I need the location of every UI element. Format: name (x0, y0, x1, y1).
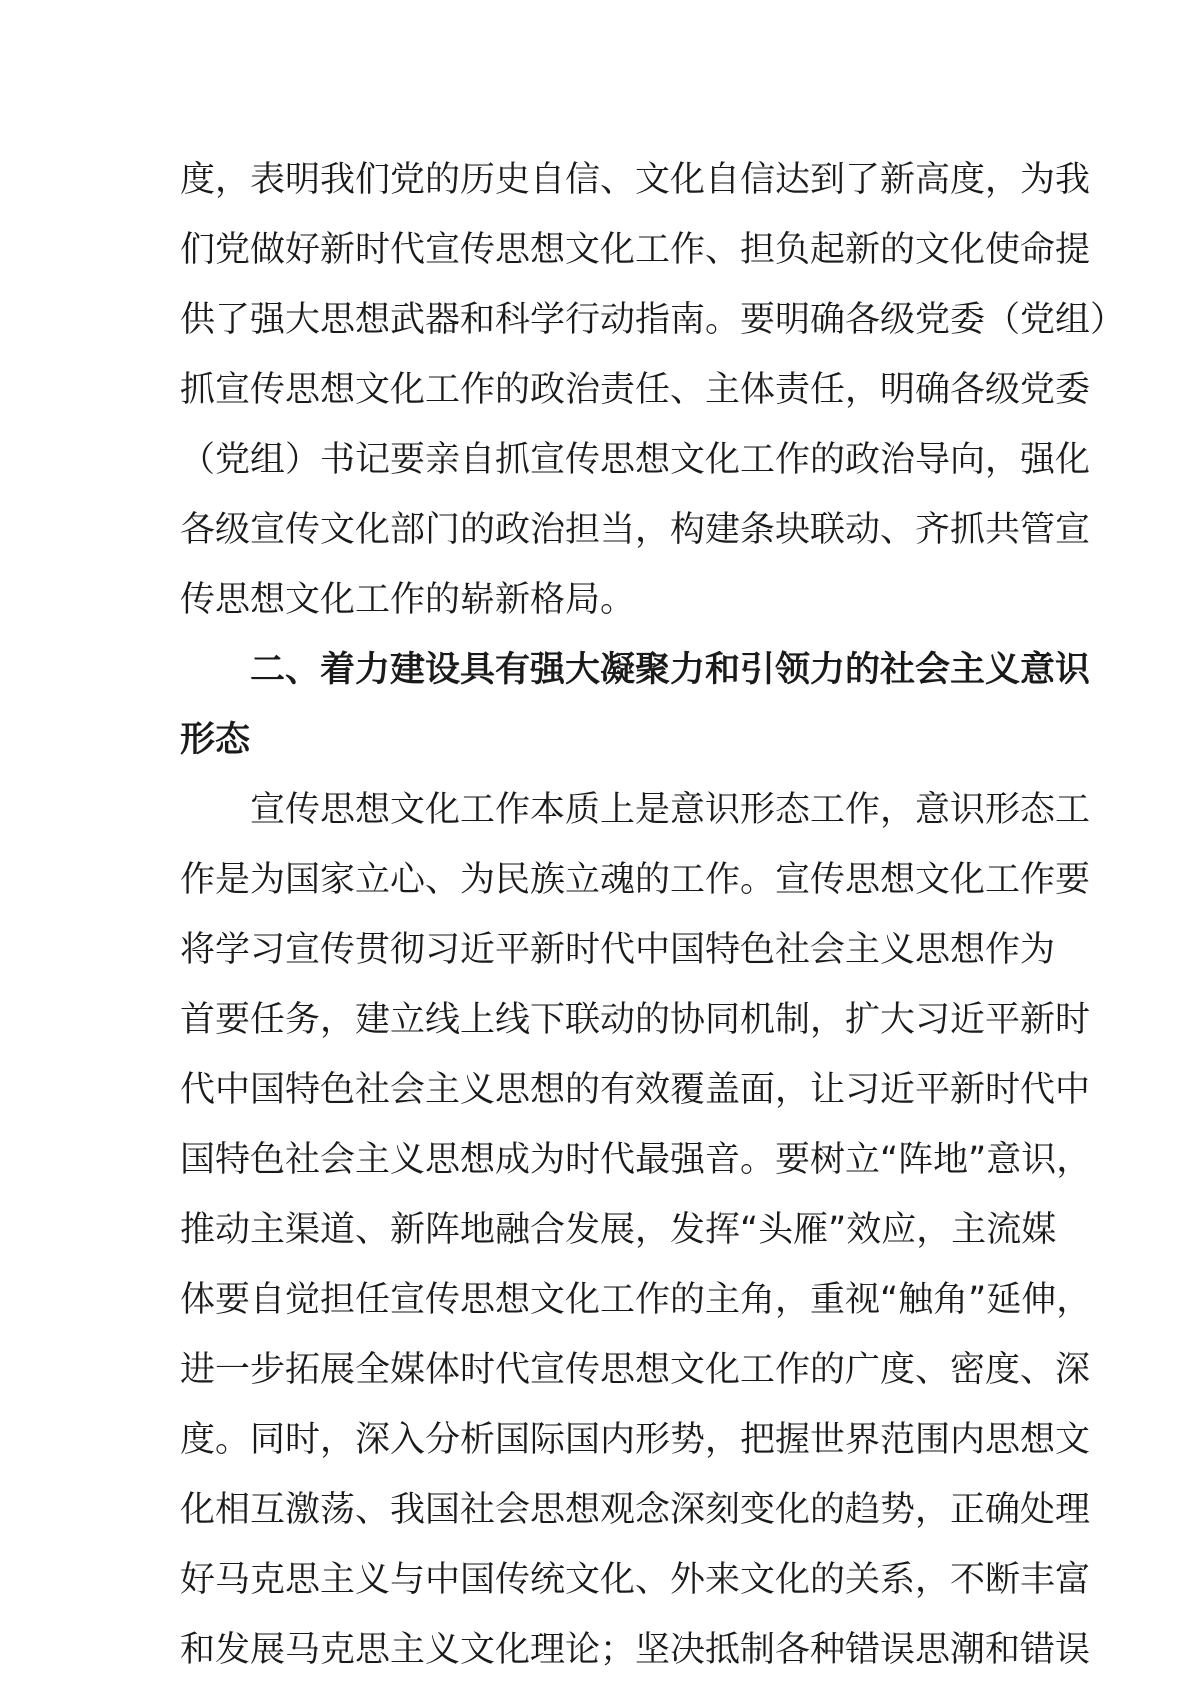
body-paragraph (180, 145, 1126, 635)
paragraph-line: 度，表明我们党的历史自信、文化自信达到了新高度，为我 (180, 160, 1091, 200)
paragraph-line: 进一步拓展全媒体时代宣传思想文化工作的广度、密度、深 (180, 1350, 1091, 1390)
paragraph-line: 传思想文化工作的崭新格局。 (180, 580, 636, 620)
paragraph-line: 度。同时，深入分析国际国内形势，把握世界范围内思想文 (180, 1420, 1091, 1460)
paragraph-line: 抓宣传思想文化工作的政治责任、主体责任，明确各级党委 (180, 370, 1091, 410)
heading-line: 形态 (180, 720, 251, 760)
paragraph-line: 代中国特色社会主义思想的有效覆盖面，让习近平新时代中 (180, 1070, 1091, 1110)
paragraph-line: 供了强大思想武器和科学行动指南。要明确各级党委（党组） (180, 300, 1126, 340)
paragraph-line: 国特色社会主义思想成为时代最强音。要树立“阵地”意识， (180, 1140, 1092, 1180)
paragraph-line: 将学习宣传贯彻习近平新时代中国特色社会主义思想作为 (180, 930, 1056, 970)
section-heading (180, 635, 1091, 775)
paragraph-line: 们党做好新时代宣传思想文化工作、担负起新的文化使命提 (180, 230, 1091, 270)
paragraph-line: 各级宣传文化部门的政治担当，构建条块联动、齐抓共管宣 (180, 510, 1091, 550)
paragraph-line: 作是为国家立心、为民族立魂的工作。宣传思想文化工作要 (180, 860, 1091, 900)
heading-line: 二、着力建设具有强大凝聚力和引领力的社会主义意识 (250, 650, 1091, 690)
paragraph-line: 宣传思想文化工作本质上是意识形态工作，意识形态工 (250, 790, 1091, 830)
paragraph-line: 首要任务，建立线上线下联动的协同机制，扩大习近平新时 (180, 1000, 1091, 1040)
paragraph-line: 化相互激荡、我国社会思想观念深刻变化的趋势，正确处理 (180, 1490, 1091, 1530)
paragraph-line: 好马克思主义与中国传统文化、外来文化的关系，不断丰富 (180, 1560, 1091, 1600)
paragraph-line: 和发展马克思主义文化理论；坚决抵制各种错误思潮和错误 (180, 1630, 1091, 1670)
body-paragraph (180, 775, 1092, 1685)
paragraph-line: （党组）书记要亲自抓宣传思想文化工作的政治导向，强化 (180, 440, 1091, 480)
paragraph-line: 体要自觉担任宣传思想文化工作的主角，重视“触角”延伸， (180, 1280, 1092, 1320)
paragraph-line: 推动主渠道、新阵地融合发展，发挥“头雁”效应，主流媒 (180, 1210, 1057, 1250)
